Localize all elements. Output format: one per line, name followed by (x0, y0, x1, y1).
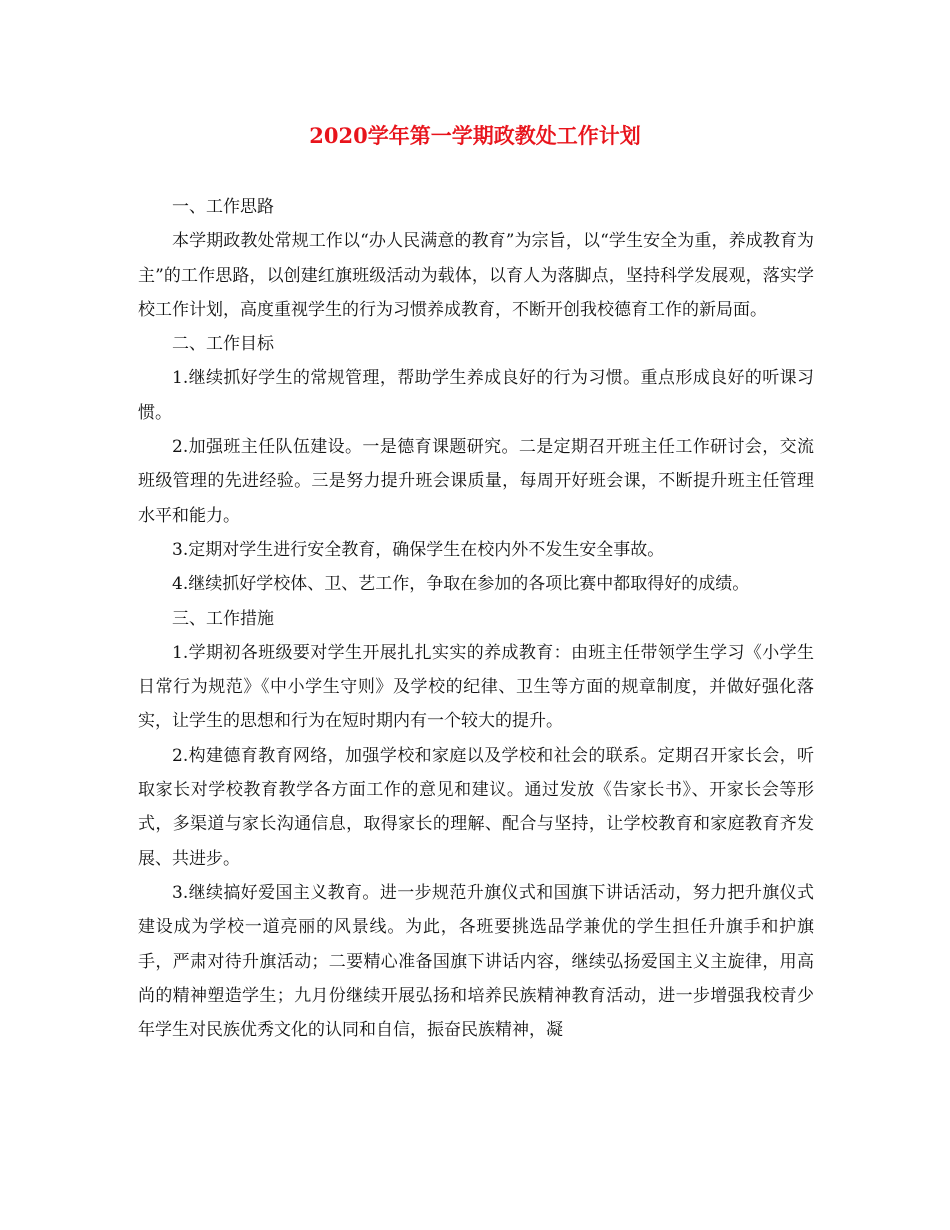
paragraph: 2.构建德育教育网络，加强学校和家庭以及学校和社会的联系。定期召开家长会，听取家长对学校教育教学各方面工作的意见和建议。通过发放《告家长书》、开家长会等形式，多渠道与家长沟通信息，取得家长的理解、配合与坚持，让学校教育和家庭教育齐发展、共进步。 (138, 745, 814, 869)
paragraph: 1.学期初各班级要对学生开展扎扎实实的养成教育：由班主任带领学生学习《小学生日常行为规范》《中小学生守则》及学校的纪律、卫生等方面的规章制度，并做好强化落实，让学生的思想和行为在短时期内有一个较大的提升。 (138, 642, 814, 732)
section-heading-2: 二、工作目标 (172, 334, 274, 355)
paragraph: 3.定期对学生进行安全教育，确保学生在校内外不发生安全事故。 (172, 539, 665, 560)
document-body (138, 190, 814, 1047)
paragraph: 4.继续抓好学校体、卫、艺工作，争取在参加的各项比赛中都取得好的成绩。 (172, 574, 750, 595)
section-heading-3: 三、工作措施 (172, 608, 274, 629)
paragraph: 本学期政教处常规工作以“办人民满意的教育”为宗旨，以“学生安全为重，养成教育为主”的工作思路，以创建红旗班级活动为载体，以育人为落脚点，坚持科学发展观，落实学校工作计划，高度重视学生的行为习惯养成教育，不断开创我校德育工作的新局面。 (138, 231, 814, 320)
document-title: 2020学年第一学期政教处工作计划 (309, 123, 641, 148)
section-heading-1: 一、工作思路 (172, 197, 274, 217)
paragraph: 3.继续搞好爱国主义教育。进一步规范升旗仪式和国旗下讲话活动，努力把升旗仪式建设成为学校一道亮丽的风景线。为此，各班要挑选品学兼优的学生担任升旗手和护旗手，严肃对待升旗活动；二要精心准备国旗下讲话内容，继续弘扬爱国主义主旋律，用高尚的精神塑造学生；九月份继续开展弘扬和培养民族精神教育活动，进一步增强我校青少年学生对民族优秀文化的认同和自信，振奋民族精神，凝 (138, 882, 814, 1041)
paragraph: 2.加强班主任队伍建设。一是德育课题研究。二是定期召开班主任工作研讨会，交流班级管理的先进经验。三是努力提升班会课质量，每周开好班会课，不断提升班主任管理水平和能力。 (138, 437, 814, 526)
paragraph: 1.继续抓好学生的常规管理，帮助学生养成良好的行为习惯。重点形成良好的听课习惯。 (138, 368, 814, 423)
